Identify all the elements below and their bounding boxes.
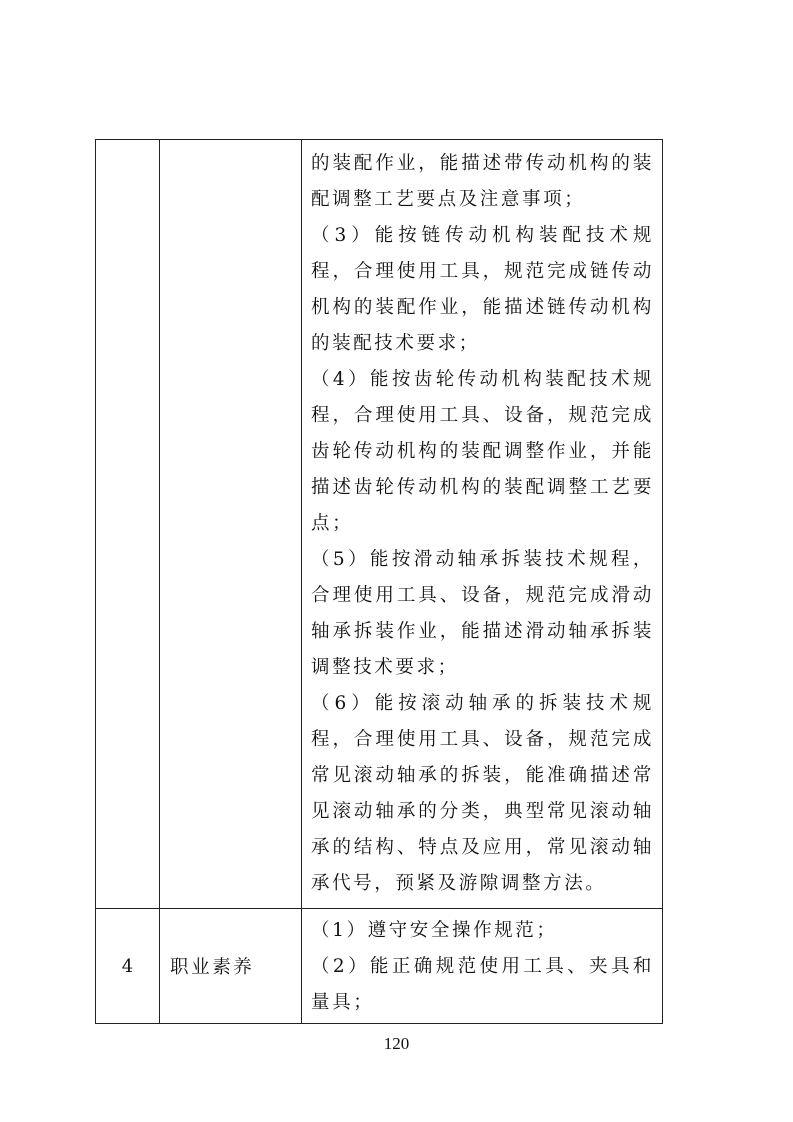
row-number-cell [96,140,160,909]
content-paragraph: （5）能按滑动轴承拆装技术规程，合理使用工具、设备，规范完成滑动轴承拆装作业，能描述滑动轴承拆装调整技术要求； [311,549,654,678]
row-number-cell: 4 [96,909,160,1024]
row-content-cell [302,909,663,1024]
content-paragraph: （4）能按齿轮传动机构装配技术规程，合理使用工具、设备，规范完成齿轮传动机构的装配调整作业，并能描述齿轮传动机构的装配调整工艺要点； [311,369,654,534]
content-paragraph: 的装配作业，能描述带传动机构的装配调整工艺要点及注意事项； [311,153,654,210]
content-paragraph: （3）能按链传动机构装配技术规程，合理使用工具，规范完成链传动机构的装配作业，能描述链传动机构的装配技术要求； [311,225,654,354]
content-paragraph: （2）能正确规范使用工具、夹具和量具； [311,956,654,1013]
content-paragraph: （6）能按滚动轴承的拆装技术规程，合理使用工具、设备，规范完成常见滚动轴承的拆装，能准确描述常见滚动轴承的分类，典型常见滚动轴承的结构、特点及应用，常见滚动轴承代号，预紧及游隙调整方法。 [311,693,654,894]
row-name-cell [160,140,302,909]
page-number: 120 [383,1034,410,1053]
row-content-cell [302,140,663,909]
table-row [96,909,663,1024]
curriculum-table [95,139,663,1024]
row-name-cell: 职业素养 [160,909,302,1024]
table-row [96,140,663,909]
content-paragraph: （1）遵守安全操作规范； [311,920,558,941]
